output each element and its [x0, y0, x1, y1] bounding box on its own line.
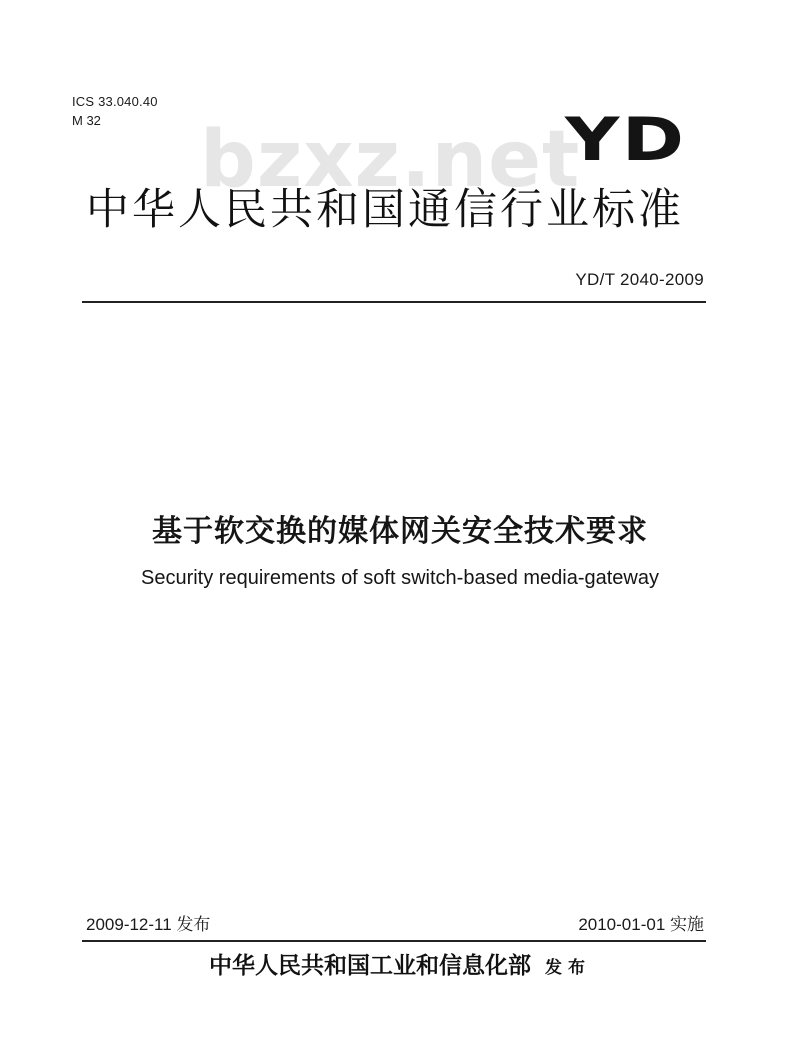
ccs-code: M 32	[72, 113, 101, 128]
implementation-date: 2010-01-01 实施	[578, 915, 704, 934]
ics-code: ICS 33.040.40	[72, 94, 158, 109]
document-title-chinese: 基于软交换的媒体网关安全技术要求	[152, 514, 648, 549]
publisher-name: 中华人民共和国工业和信息化部	[209, 952, 531, 979]
top-divider	[82, 301, 706, 303]
organization-title: 中华人民共和国通信行业标准	[86, 185, 684, 235]
issue-date: 2009-12-11 发布	[86, 915, 211, 934]
publisher-suffix: 发布	[545, 958, 591, 978]
watermark-text: bzxz.net	[200, 115, 581, 205]
publisher-line	[0, 950, 800, 984]
document-title-english: Security requirements of soft switch-based media-gateway	[140, 567, 659, 589]
standard-number: YD/T 2040-2009	[575, 270, 704, 289]
bottom-divider	[82, 940, 706, 942]
yd-logo: YD	[565, 105, 687, 175]
